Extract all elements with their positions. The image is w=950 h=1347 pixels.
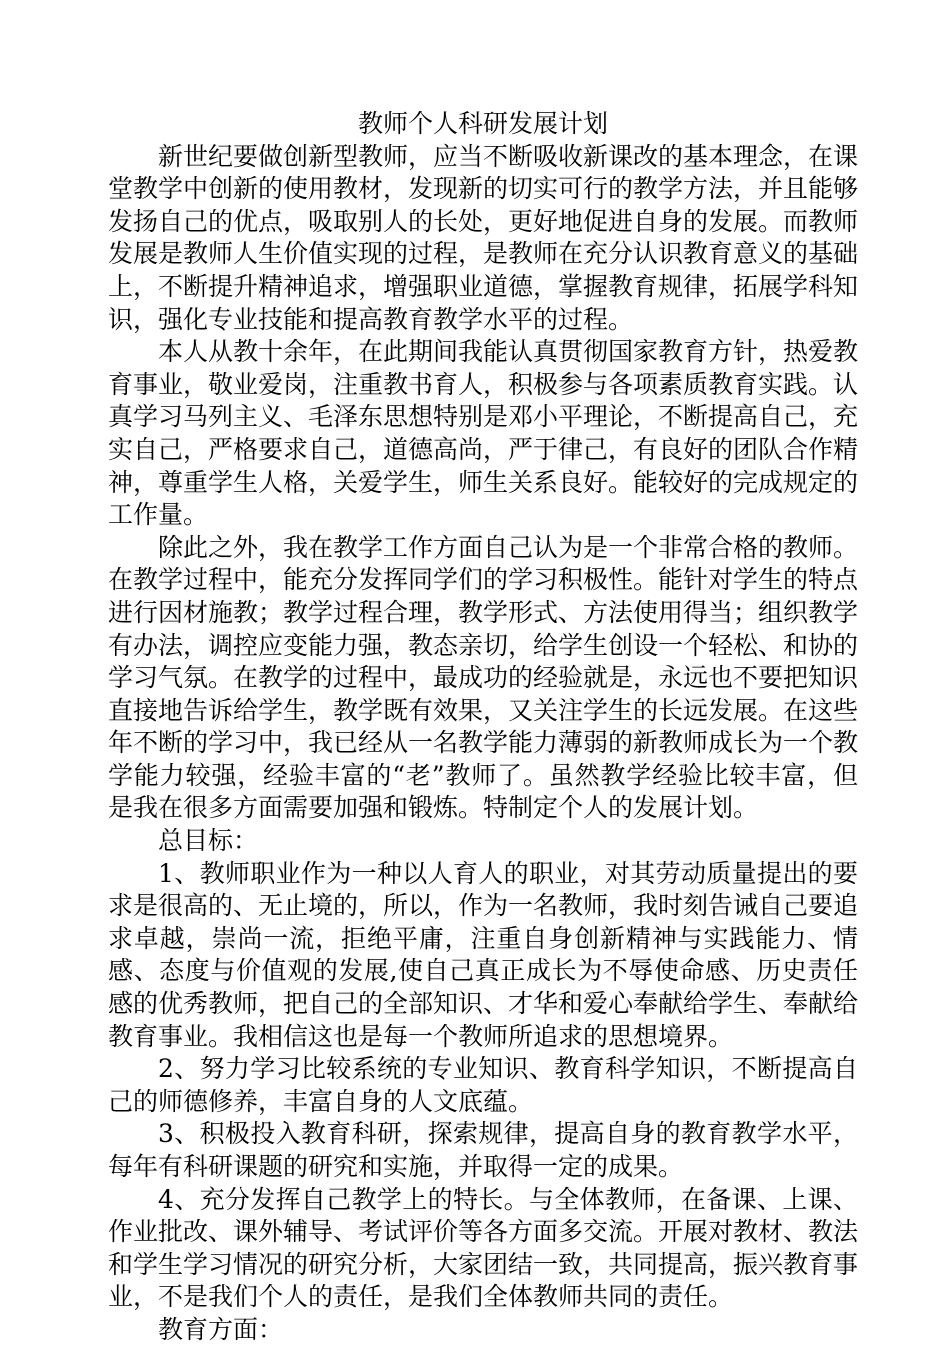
document-page <box>108 108 858 1347</box>
paragraph-intro: 新世纪要做创新型教师，应当不断吸收新课改的基本理念，在课堂教学中创新的使用教材，发现新的切实可行的教学方法，并且能够发扬自己的优点，吸取别人的长处，更好地促进自身的发展。而教师发展是教师人生价值实现的过程，是教师在充分认识教育意义的基础上，不断提升精神追求，增强职业道德，掌握教育规律，拓展学科知识，强化专业技能和提高教育教学水平的过程。 <box>108 141 859 334</box>
goal-item-4: 4、充分发挥自己教学上的特长。与全体教师，在备课、上课、作业批改、课外辅导、考试评价等各方面多交流。开展对教材、教法和学生学习情况的研究分析，大家团结一致，共同提高，振兴教育事业，不是我们个人的责任，是我们全体教师共同的责任。 <box>108 1184 859 1312</box>
document-title: 教师个人科研发展计划 <box>357 109 608 138</box>
section-heading-overall-goal: 总目标： <box>158 826 259 856</box>
section-heading-education: 教育方面： <box>158 1314 284 1344</box>
paragraph-teaching-work: 除此之外，我在教学工作方面自己认为是一个非常合格的教师。在教学过程中，能充分发挥同学们的学习积极性。能针对学生的特点进行因材施教；教学过程合理，教学形式、方法使用得当；组织教学有办法，调控应变能力强，教态亲切，给学生创设一个轻松、和协的学习气氛。在教学的过程中，最成功的经验就是，永远也不要把知识直接地告诉给学生，教学既有效果，又关注学生的长远发展。在这些年不断的学习中，我已经从一名教学能力薄弱的新教师成长为一个教学能力较强，经验丰富的“老”教师了。虽然教学经验比较丰富，但是我在很多方面需要加强和锻炼。特制定个人的发展计划。 <box>108 532 859 823</box>
goal-item-1: 1、教师职业作为一种以人育人的职业，对其劳动质量提出的要求是很高的、无止境的，所以，作为一名教师，我时刻告诫自己要追求卓越，崇尚一流，拒绝平庸，注重自身创新精神与实践能力、情感、态度与价值观的发展,使自己真正成长为不辱使命感、历史责任感的优秀教师，把自己的全部知识、才华和爱心奉献给学生、奉献给教育事业。我相信这也是每一个教师所追求的思想境界。 <box>108 858 859 1051</box>
paragraph-self-assessment: 本人从教十余年，在此期间我能认真贯彻国家教育方针，热爱教育事业，敬业爱岗，注重教书育人，积极参与各项素质教育实践。认真学习马列主义、毛泽东思想特别是邓小平理论，不断提高自己，充实自己，严格要求自己，道德高尚，严于律己，有良好的团队合作精神，尊重学生人格，关爱学生，师生关系良好。能较好的完成规定的工作量。 <box>108 337 859 530</box>
goal-item-3: 3、积极投入教育科研，探索规律，提高自身的教育教学水平，每年有科研课题的研究和实施，并取得一定的成果。 <box>108 1119 858 1181</box>
goal-item-2: 2、努力学习比较系统的专业知识、教育科学知识，不断提高自己的师德修养，丰富自身的人文底蕴。 <box>108 1054 858 1116</box>
